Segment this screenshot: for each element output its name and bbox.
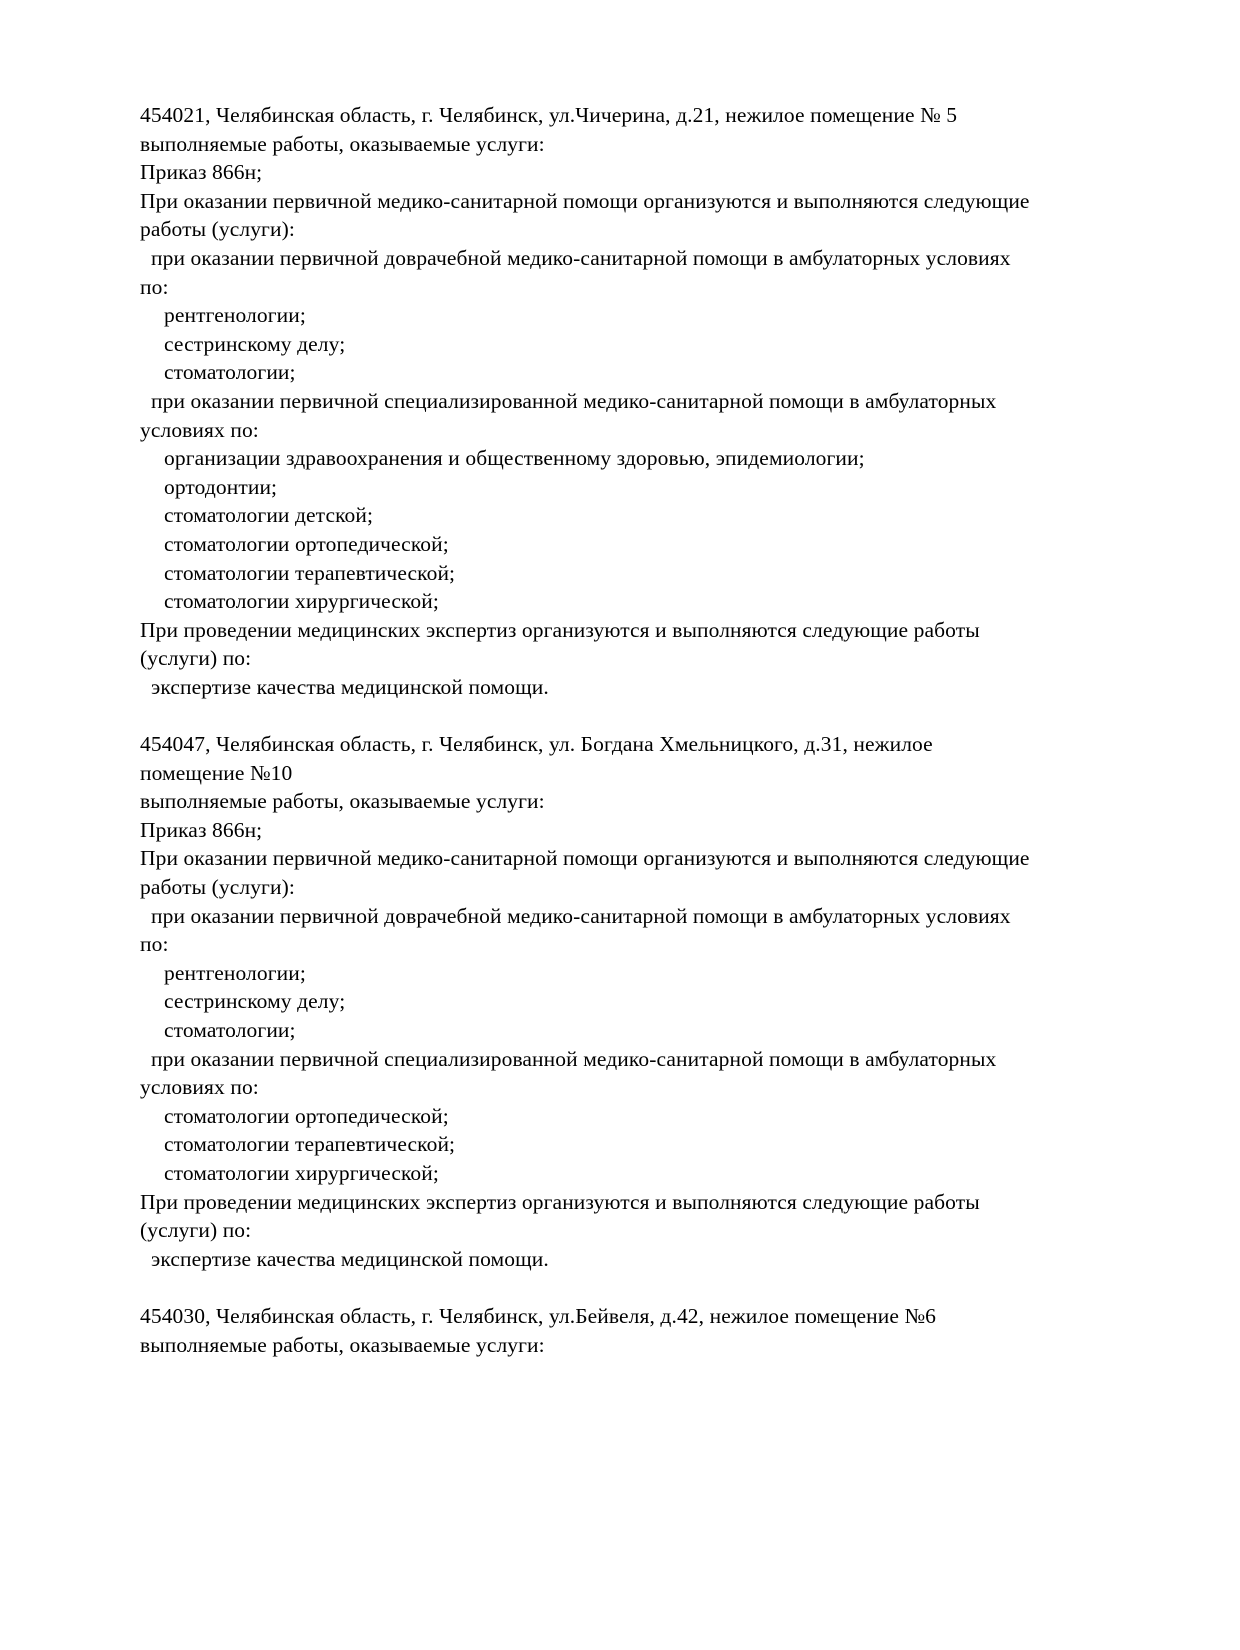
document-line: При оказании первичной медико-санитарной помощи организуются и выполняются следующие bbox=[140, 846, 1030, 871]
document-line: При проведении медицинских экспертиз организуются и выполняются следующие работы bbox=[140, 617, 980, 642]
document-line: экспертизе качества медицинской помощи. bbox=[151, 674, 549, 699]
document-line: стоматологии терапевтической; bbox=[164, 560, 456, 585]
document-line: (услуги) по: bbox=[140, 646, 252, 671]
document-line: Приказ 866н; bbox=[140, 160, 263, 185]
document-line: стоматологии хирургической; bbox=[164, 589, 439, 614]
document-line: при оказании первичной доврачебной медико-санитарной помощи в амбулаторных условиях bbox=[151, 903, 1011, 928]
document-line: по: bbox=[140, 932, 169, 957]
document-line: 454030, Челябинская область, г. Челябинск, ул.Бейвеля, д.42, нежилое помещение №6 bbox=[140, 1303, 936, 1328]
document-line: рентгенологии; bbox=[164, 960, 306, 985]
document-line: стоматологии; bbox=[164, 360, 296, 385]
document-line: (услуги) по: bbox=[140, 1218, 252, 1243]
document-line: При проведении медицинских экспертиз организуются и выполняются следующие работы bbox=[140, 1189, 980, 1214]
document-line: условиях по: bbox=[140, 1075, 259, 1100]
document-line: работы (услуги): bbox=[140, 875, 295, 900]
document-line: сестринскому делу; bbox=[164, 989, 346, 1014]
document-line: сестринскому делу; bbox=[164, 331, 346, 356]
document-line: при оказании первичной специализированной медико-санитарной помощи в амбулаторных bbox=[151, 1046, 997, 1071]
document-line: При оказании первичной медико-санитарной помощи организуются и выполняются следующие bbox=[140, 188, 1030, 213]
document-body bbox=[140, 101, 1120, 1359]
document-line: 454021, Челябинская область, г. Челябинск, ул.Чичерина, д.21, нежилое помещение № 5 bbox=[140, 103, 958, 127]
document-line: Приказ 866н; bbox=[140, 817, 263, 842]
document-line: рентгенологии; bbox=[164, 303, 306, 328]
document-line: выполняемые работы, оказываемые услуги: bbox=[140, 131, 545, 156]
document-line: выполняемые работы, оказываемые услуги: bbox=[140, 1332, 545, 1357]
document-line: выполняемые работы, оказываемые услуги: bbox=[140, 789, 545, 814]
document-line: условиях по: bbox=[140, 417, 259, 442]
document-line: стоматологии хирургической; bbox=[164, 1160, 439, 1185]
address-block-454021 bbox=[140, 101, 1120, 701]
document-line: работы (услуги): bbox=[140, 217, 295, 242]
document-line: стоматологии терапевтической; bbox=[164, 1132, 456, 1157]
document-line: стоматологии ортопедической; bbox=[164, 1103, 449, 1128]
document-line: при оказании первичной специализированной медико-санитарной помощи в амбулаторных bbox=[151, 388, 997, 413]
document-line: при оказании первичной доврачебной медико-санитарной помощи в амбулаторных условиях bbox=[151, 245, 1011, 270]
address-block-454030 bbox=[140, 1302, 1120, 1359]
document-line: по: bbox=[140, 274, 169, 299]
address-block-454047 bbox=[140, 730, 1120, 1273]
document-line: стоматологии детской; bbox=[164, 503, 374, 528]
document-line: экспертизе качества медицинской помощи. bbox=[151, 1246, 549, 1271]
document-line: 454047, Челябинская область, г. Челябинск, ул. Богдана Хмельницкого, д.31, нежилое bbox=[140, 732, 933, 757]
document-line: стоматологии; bbox=[164, 1018, 296, 1042]
document-line: ортодонтии; bbox=[164, 474, 278, 499]
document-line: стоматологии ортопедической; bbox=[164, 531, 449, 556]
document-line: организации здравоохранения и общественному здоровью, эпидемиологии; bbox=[164, 446, 865, 471]
document-line: помещение №10 bbox=[140, 760, 293, 785]
